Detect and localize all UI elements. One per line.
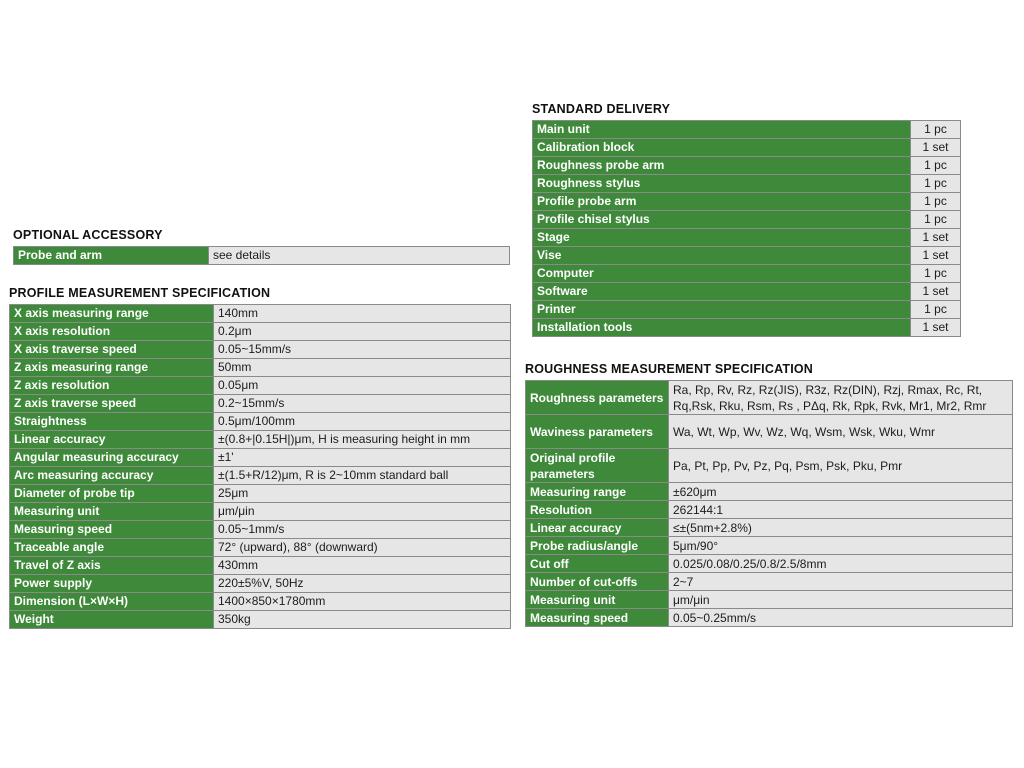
- roughness-spec-table: [525, 380, 1013, 627]
- spec-label: Roughness stylus: [533, 175, 911, 193]
- table-row: [10, 305, 511, 323]
- standard-delivery-table: [532, 120, 961, 337]
- spec-label: Z axis resolution: [10, 377, 214, 395]
- spec-label: Vise: [533, 247, 911, 265]
- table-row: [533, 139, 961, 157]
- quantity-cell: 1 pc: [911, 193, 961, 211]
- spec-value: 0.05~15mm/s: [214, 341, 511, 359]
- spec-label: Roughness parameters: [526, 381, 669, 415]
- quantity-cell: 1 set: [911, 319, 961, 337]
- quantity-cell: 1 set: [911, 283, 961, 301]
- table-row: [10, 431, 511, 449]
- spec-label: X axis measuring range: [10, 305, 214, 323]
- table-row: [10, 575, 511, 593]
- table-row: [10, 611, 511, 629]
- table-row: [526, 381, 1013, 415]
- spec-label: Profile chisel stylus: [533, 211, 911, 229]
- spec-label: Arc measuring accuracy: [10, 467, 214, 485]
- spec-label: Measuring range: [526, 483, 669, 501]
- spec-label: Calibration block: [533, 139, 911, 157]
- spec-label: Travel of Z axis: [10, 557, 214, 575]
- spec-value: 0.2~15mm/s: [214, 395, 511, 413]
- spec-value: 0.025/0.08/0.25/0.8/2.5/8mm: [669, 555, 1013, 573]
- spec-value: Ra, Rp, Rv, Rz, Rz(JIS), R3z, Rz(DIN), Rzj, Rmax, Rc, Rt, Rq,Rsk, Rku, Rsm, Rs , PΔq, Rk, Rpk, Rvk, Mr1, Mr2, Rmr: [669, 381, 1013, 415]
- optional-accessory-section: [13, 228, 510, 265]
- spec-label: Roughness probe arm: [533, 157, 911, 175]
- quantity-cell: 1 pc: [911, 265, 961, 283]
- spec-value: ≤±(5nm+2.8%): [669, 519, 1013, 537]
- spec-label: Number of cut-offs: [526, 573, 669, 591]
- spec-value: 220±5%V, 50Hz: [214, 575, 511, 593]
- table-row: [10, 449, 511, 467]
- table-row: [526, 501, 1013, 519]
- spec-label: Profile probe arm: [533, 193, 911, 211]
- spec-value: 1400×850×1780mm: [214, 593, 511, 611]
- table-row: [10, 521, 511, 539]
- spec-value: 72° (upward), 88° (downward): [214, 539, 511, 557]
- table-row: [10, 395, 511, 413]
- optional-accessory-table: [13, 246, 510, 265]
- spec-value: 350kg: [214, 611, 511, 629]
- table-row: [526, 519, 1013, 537]
- spec-label: Weight: [10, 611, 214, 629]
- spec-value: μm/μin: [214, 503, 511, 521]
- spec-label: Measuring unit: [10, 503, 214, 521]
- spec-label: Linear accuracy: [10, 431, 214, 449]
- table-row: [10, 377, 511, 395]
- table-row: [526, 555, 1013, 573]
- spec-value: ±1': [214, 449, 511, 467]
- table-row: [10, 323, 511, 341]
- spec-label: Z axis measuring range: [10, 359, 214, 377]
- quantity-cell: 1 pc: [911, 301, 961, 319]
- spec-label: Power supply: [10, 575, 214, 593]
- spec-value: 140mm: [214, 305, 511, 323]
- spec-value: 0.2μm: [214, 323, 511, 341]
- roughness-spec-section: [525, 362, 1013, 627]
- optional-accessory-title: OPTIONAL ACCESSORY: [13, 228, 163, 242]
- table-row: [533, 157, 961, 175]
- spec-label: Waviness parameters: [526, 415, 669, 449]
- spec-value: μm/μin: [669, 591, 1013, 609]
- table-row: [533, 265, 961, 283]
- profile-spec-table: [9, 304, 511, 629]
- table-row: [10, 503, 511, 521]
- quantity-cell: 1 set: [911, 229, 961, 247]
- profile-spec-title: PROFILE MEASUREMENT SPECIFICATION: [9, 286, 271, 300]
- table-row: [526, 609, 1013, 627]
- table-row: [533, 121, 961, 139]
- spec-value: 5μm/90°: [669, 537, 1013, 555]
- spec-label: Linear accuracy: [526, 519, 669, 537]
- spec-value: 0.05μm: [214, 377, 511, 395]
- table-row: [10, 539, 511, 557]
- spec-value: see details: [209, 247, 510, 265]
- spec-label: Diameter of probe tip: [10, 485, 214, 503]
- table-row: [10, 341, 511, 359]
- spec-value: ±(1.5+R/12)μm, R is 2~10mm standard ball: [214, 467, 511, 485]
- spec-label: Resolution: [526, 501, 669, 519]
- table-row: [10, 413, 511, 431]
- spec-label: Angular measuring accuracy: [10, 449, 214, 467]
- spec-label: Probe and arm: [14, 247, 209, 265]
- spec-label: Z axis traverse speed: [10, 395, 214, 413]
- table-row: [533, 211, 961, 229]
- table-row: [533, 301, 961, 319]
- spec-label: Cut off: [526, 555, 669, 573]
- table-row: [533, 193, 961, 211]
- spec-label: Straightness: [10, 413, 214, 431]
- spec-label: Measuring speed: [526, 609, 669, 627]
- standard-delivery-title: STANDARD DELIVERY: [532, 102, 671, 116]
- table-row: [10, 467, 511, 485]
- quantity-cell: 1 pc: [911, 175, 961, 193]
- roughness-spec-title: ROUGHNESS MEASUREMENT SPECIFICATION: [525, 362, 814, 376]
- table-row: [526, 537, 1013, 555]
- spec-label: Probe radius/angle: [526, 537, 669, 555]
- spec-label: Software: [533, 283, 911, 301]
- profile-spec-section: [9, 286, 511, 629]
- quantity-cell: 1 set: [911, 247, 961, 265]
- table-row: [533, 319, 961, 337]
- spec-label: Original profile parameters: [526, 449, 669, 483]
- spec-value: ±(0.8+|0.15H|)μm, H is measuring height in mm: [214, 431, 511, 449]
- quantity-cell: 1 pc: [911, 211, 961, 229]
- table-row: [526, 483, 1013, 501]
- spec-value: 0.5μm/100mm: [214, 413, 511, 431]
- spec-value: ±620μm: [669, 483, 1013, 501]
- table-row: [10, 557, 511, 575]
- table-row: [533, 247, 961, 265]
- table-row: [526, 591, 1013, 609]
- spec-label: Computer: [533, 265, 911, 283]
- table-row: [14, 247, 510, 265]
- spec-label: Measuring unit: [526, 591, 669, 609]
- spec-label: Printer: [533, 301, 911, 319]
- quantity-cell: 1 pc: [911, 121, 961, 139]
- spec-value: Pa, Pt, Pp, Pv, Pz, Pq, Psm, Psk, Pku, Pmr: [669, 449, 1013, 483]
- spec-value: Wa, Wt, Wp, Wv, Wz, Wq, Wsm, Wsk, Wku, Wmr: [669, 415, 1013, 449]
- table-row: [10, 485, 511, 503]
- spec-label: Dimension (L×W×H): [10, 593, 214, 611]
- quantity-cell: 1 pc: [911, 157, 961, 175]
- standard-delivery-section: [532, 102, 961, 337]
- spec-value: 0.05~0.25mm/s: [669, 609, 1013, 627]
- quantity-cell: 1 set: [911, 139, 961, 157]
- table-row: [526, 573, 1013, 591]
- table-row: [526, 415, 1013, 449]
- spec-label: Stage: [533, 229, 911, 247]
- table-row: [526, 449, 1013, 483]
- spec-label: Main unit: [533, 121, 911, 139]
- table-row: [533, 229, 961, 247]
- spec-label: Installation tools: [533, 319, 911, 337]
- table-row: [10, 593, 511, 611]
- spec-value: 2~7: [669, 573, 1013, 591]
- spec-label: X axis traverse speed: [10, 341, 214, 359]
- spec-value: 0.05~1mm/s: [214, 521, 511, 539]
- spec-value: 430mm: [214, 557, 511, 575]
- table-row: [533, 175, 961, 193]
- spec-label: Traceable angle: [10, 539, 214, 557]
- table-row: [533, 283, 961, 301]
- spec-label: X axis resolution: [10, 323, 214, 341]
- spec-label: Measuring speed: [10, 521, 214, 539]
- spec-value: 50mm: [214, 359, 511, 377]
- spec-value: 262144:1: [669, 501, 1013, 519]
- table-row: [10, 359, 511, 377]
- spec-value: 25μm: [214, 485, 511, 503]
